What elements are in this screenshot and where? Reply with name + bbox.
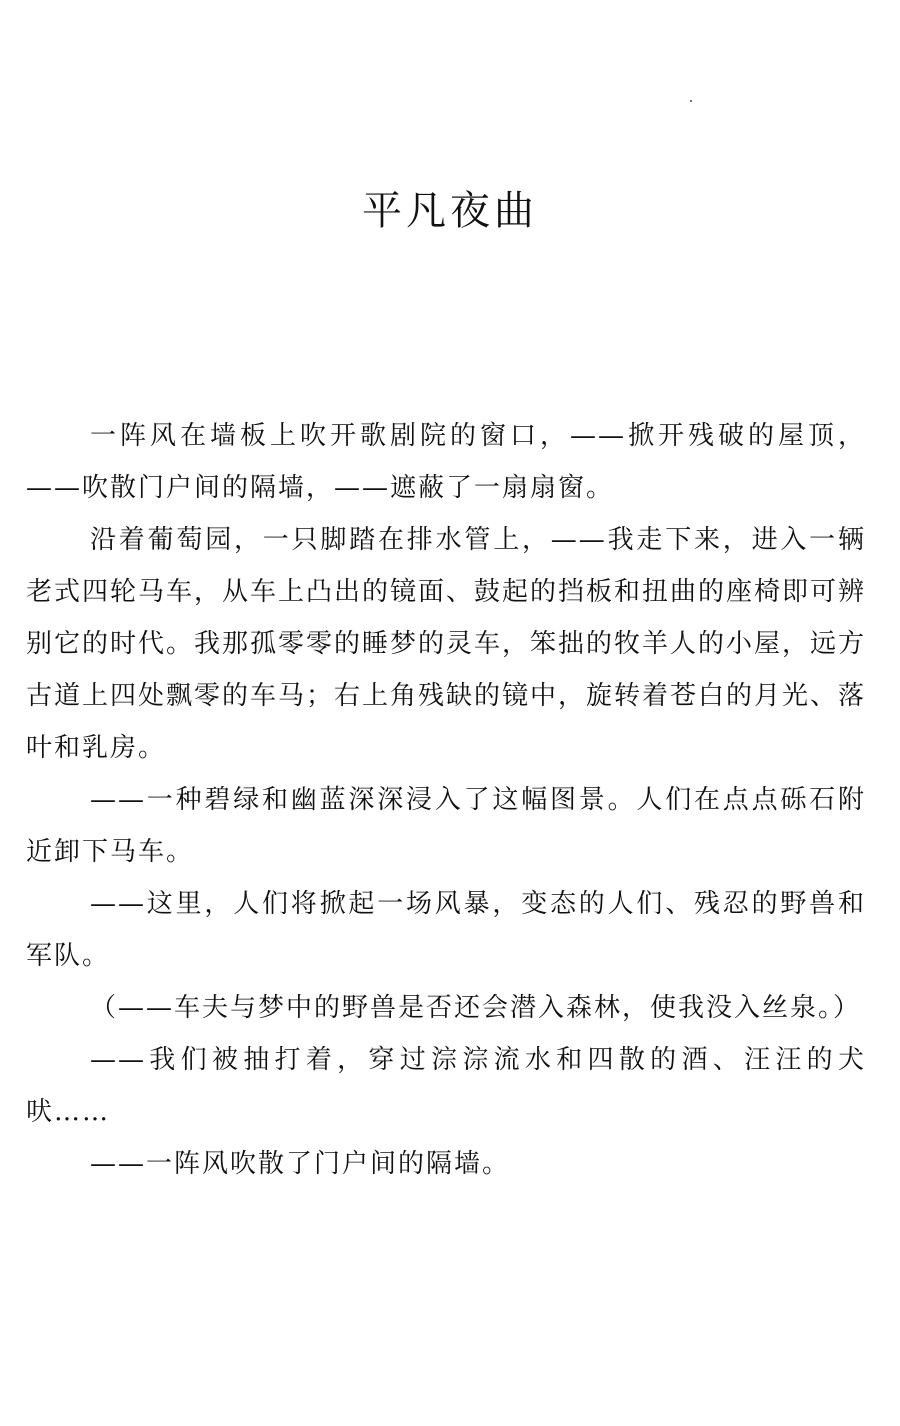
paragraph: （——车夫与梦中的野兽是否还会潜入森林，使我没入丝泉。） [90, 993, 862, 1023]
paragraph: ——我们被抽打着，穿过淙淙流水和四散的酒、汪汪的犬吠…… [26, 1045, 866, 1127]
paragraph: ——一阵风吹散了门户间的隔墙。 [90, 1149, 511, 1179]
paragraph: ——一种碧绿和幽蓝深深浸入了这幅图景。人们在点点砾石附近卸下马车。 [26, 785, 866, 867]
body-text [26, 410, 866, 1190]
scan-speck [690, 100, 692, 102]
paragraph: 一阵风在墙板上吹开歌剧院的窗口，——掀开残破的屋顶，——吹散门户间的隔墙，——遮蔽了一扇扇窗。 [26, 421, 866, 503]
page-title: 平凡夜曲 [362, 187, 538, 234]
paragraph: 沿着葡萄园，一只脚踏在排水管上，——我走下来，进入一辆老式四轮马车，从车上凸出的镜面、鼓起的挡板和扭曲的座椅即可辨别它的时代。我那孤零零的睡梦的灵车，笨拙的牧羊人的小屋，远方古道上四处飘零的车马；右上角残缺的镜中，旋转着苍白的月光、落叶和乳房。 [26, 525, 867, 763]
paragraph: ——这里，人们将掀起一场风暴，变态的人们、残忍的野兽和军队。 [26, 889, 866, 971]
